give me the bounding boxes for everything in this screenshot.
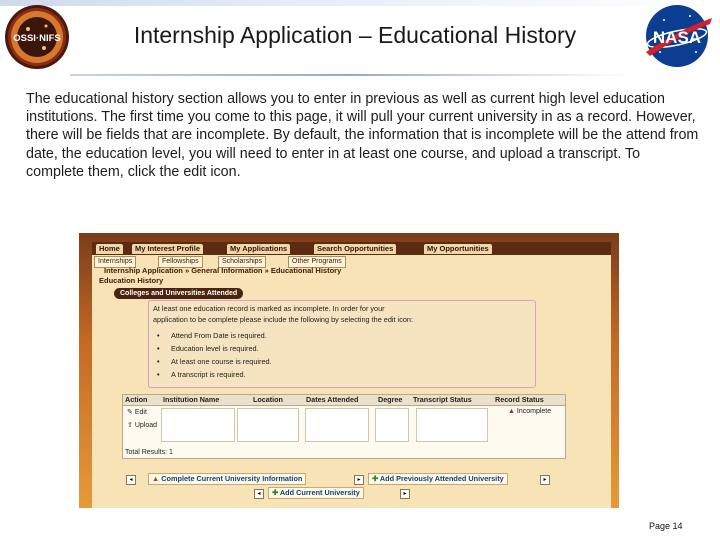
edit-link-label: Edit	[134, 409, 147, 416]
sub-tab-fellowships[interactable]: Fellowships	[158, 256, 203, 268]
col-location: Location	[253, 395, 283, 404]
institution-cell	[161, 408, 235, 442]
total-results: Total Results: 1	[125, 449, 173, 456]
add-previous-university-button[interactable]	[368, 473, 508, 485]
page-number: Page 14	[649, 521, 683, 531]
complete-current-university-button[interactable]	[148, 473, 306, 485]
warning-item-text: A transcript is required.	[171, 370, 246, 379]
add-previous-label: Add Previously Attended University	[379, 474, 504, 483]
colleges-label: Colleges and Universities Attended	[114, 288, 243, 299]
add-icon: ✚	[372, 474, 379, 483]
application-screenshot	[79, 233, 619, 508]
top-accent-bar	[0, 0, 720, 6]
col-institution: Institution Name	[163, 395, 220, 404]
warning-item: • At least one course is required.	[157, 357, 272, 366]
upload-icon: ⇧	[127, 422, 133, 429]
add-icon: ✚	[272, 488, 279, 497]
warning-line-2: application to be complete please include the following by selecting the edit icon:	[153, 315, 414, 324]
col-degree: Degree	[378, 395, 403, 404]
record-status	[508, 408, 551, 415]
warning-item: • Education level is required.	[157, 344, 259, 353]
page-title: Internship Application – Educational History	[133, 22, 577, 48]
col-record-status: Record Status	[495, 395, 544, 404]
sub-tab-scholarships[interactable]: Scholarships	[218, 256, 266, 268]
breadcrumb: Internship Application » General Information » Educational History	[104, 266, 342, 275]
ossi-logo-text: OSSI·NIFS	[13, 33, 61, 44]
location-cell	[237, 408, 299, 442]
main-nav	[92, 242, 611, 255]
upload-link-label: Upload	[134, 422, 158, 429]
title-underline	[70, 74, 630, 76]
warning-item: • Attend From Date is required.	[157, 331, 267, 340]
nasa-logo	[638, 2, 716, 70]
warning-item-text: Attend From Date is required.	[171, 331, 267, 340]
last-page-icon[interactable]: ▸	[540, 475, 550, 485]
degree-cell	[375, 408, 409, 442]
col-transcript: Transcript Status	[413, 395, 472, 404]
next-page-icon[interactable]: ▸	[354, 475, 364, 485]
complete-current-label: Complete Current University Information	[161, 474, 303, 483]
alert-icon: ▲	[508, 408, 515, 415]
education-table	[122, 394, 566, 459]
sub-tab-internships[interactable]: Internships	[94, 256, 136, 268]
col-action: Action	[125, 395, 148, 404]
incomplete-warning-box	[148, 300, 536, 388]
nav-tab-my-applications[interactable]: My Applications	[227, 244, 290, 254]
nav-tab-home[interactable]: Home	[96, 244, 123, 254]
nasa-logo-text: NASA	[652, 28, 702, 47]
warning-item-text: Education level is required.	[171, 344, 259, 353]
forward-page-icon[interactable]: ▸	[400, 489, 410, 499]
alert-icon: ▲	[152, 474, 160, 483]
application-panel	[92, 242, 611, 508]
edit-icon: ✎	[127, 409, 133, 416]
first-page-icon[interactable]: ◂	[254, 489, 264, 499]
sub-tab-other-programs[interactable]: Other Programs	[288, 256, 346, 268]
nav-tab-search-opportunities[interactable]: Search Opportunities	[314, 244, 396, 254]
nav-tab-interest-profile[interactable]: My Interest Profile	[132, 244, 203, 254]
col-dates: Dates Attended	[306, 395, 359, 404]
add-current-university-button[interactable]	[268, 487, 364, 499]
prev-page-icon[interactable]: ◂	[126, 475, 136, 485]
warning-item-text: At least one course is required.	[171, 357, 272, 366]
upload-link[interactable]	[127, 421, 157, 429]
ossi-nifs-logo	[4, 4, 70, 70]
warning-line-1: At least one education record is marked as incomplete. In order for your	[153, 304, 385, 313]
dates-cell	[305, 408, 369, 442]
add-current-label: Add Current University	[279, 488, 360, 497]
nav-tab-my-opportunities[interactable]: My Opportunities	[424, 244, 492, 254]
transcript-cell	[416, 408, 488, 442]
warning-item: • A transcript is required.	[157, 370, 246, 379]
section-title: Education History	[99, 276, 164, 285]
edit-link[interactable]	[127, 408, 147, 416]
record-status-text: Incomplete	[516, 408, 552, 415]
description-paragraph: The educational history section allows you to enter in previous as well as current high level education institutions. The first time you come to this page, it will pull your current university in as a record. However, there will be fields that are incomplete. By default, the information that is incomplete will be the attend from date, the education level, you will need to enter in at least one course, and upload a transcript. To complete them, click the edit icon.	[26, 91, 699, 180]
